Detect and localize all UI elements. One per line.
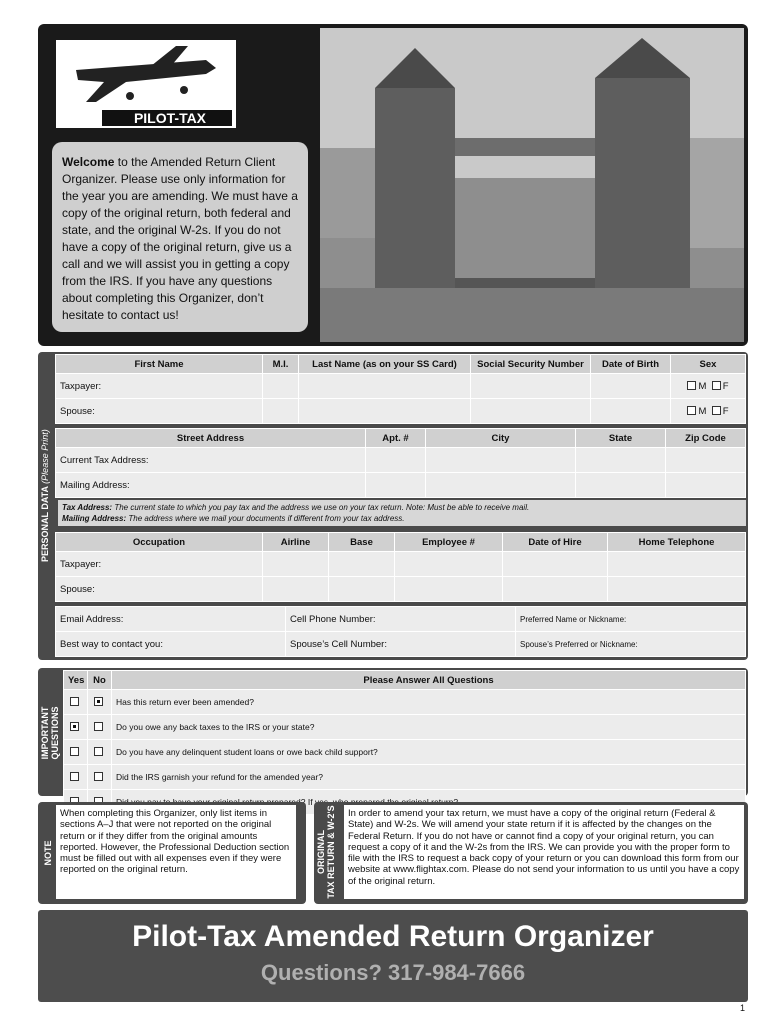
tower-bridge-photo xyxy=(320,28,744,342)
col-yes: Yes xyxy=(64,671,88,690)
col-first-name: First Name xyxy=(56,355,263,374)
mailing-state-field[interactable] xyxy=(576,473,666,498)
table-row xyxy=(64,740,746,765)
tax-address-note xyxy=(62,502,742,513)
sex-f-checkbox[interactable] xyxy=(712,406,721,415)
col-last-name: Last Name (as on your SS Card) xyxy=(299,355,471,374)
footer-banner xyxy=(38,910,748,1002)
yes-checkbox[interactable] xyxy=(70,697,79,706)
original-label-2: TAX RETURN & W-2'S xyxy=(326,805,336,899)
table-row xyxy=(64,715,746,740)
question-text: Do you owe any back taxes to the IRS or your state? xyxy=(112,715,746,740)
current-state-field[interactable] xyxy=(576,448,666,473)
contact-label: Best way to contact you: xyxy=(60,638,163,650)
cell-phone-field[interactable] xyxy=(286,607,516,632)
question-text: Do you have any delinquent student loans or owe back child support? xyxy=(112,740,746,765)
sex-m-checkbox[interactable] xyxy=(687,406,696,415)
yes-cell xyxy=(64,765,88,790)
welcome-text: to the Amended Return Client Organizer. Please use only information for the year you are amending. We must have a copy of the original return, both federal and state, and the original W-2s. If you do not have a copy of the original return, give us a call and we will assist you in getting a copy from the IRS. If you have any questions about completing this Organizer, don’t hesitate to contact us! xyxy=(62,155,298,322)
current-zip-field[interactable] xyxy=(666,448,746,473)
question-text: Has this return ever been amended? xyxy=(112,690,746,715)
preferred-name-field[interactable] xyxy=(516,607,746,632)
spouse-hire-date-field[interactable] xyxy=(503,577,608,602)
contact-method-field[interactable] xyxy=(56,632,286,657)
table-row xyxy=(56,448,746,473)
question-text: If xyxy=(112,790,746,815)
table-row xyxy=(56,552,746,577)
questions-title: Please Answer All Questions xyxy=(112,671,746,690)
note-text: When completing this Organizer, only list items in sections A–J that were not reported on the original return or if they differ from the original amounts reported. However, the Professional Deduction section must be filled out with all expenses even if they were reported on the original return. xyxy=(56,805,296,899)
tax-address-label: Tax Address: xyxy=(62,503,113,512)
col-airline: Airline xyxy=(263,533,329,552)
row-label: Taxpayer: xyxy=(60,558,102,570)
page-number: 1 xyxy=(740,1003,746,1013)
row-label: Taxpayer: xyxy=(60,380,102,392)
mailing-street-field[interactable] xyxy=(56,473,366,498)
welcome-panel xyxy=(52,142,308,332)
current-street-field[interactable] xyxy=(56,448,366,473)
taxpayer-hire-date-field[interactable] xyxy=(503,552,608,577)
address-table xyxy=(55,428,746,498)
sex-m-label: M xyxy=(698,380,707,392)
original-label xyxy=(316,802,336,902)
col-employee: Employee # xyxy=(395,533,503,552)
sex-m-checkbox[interactable] xyxy=(687,381,696,390)
taxpayer-employee-field[interactable] xyxy=(395,552,503,577)
yes-checkbox[interactable] xyxy=(70,747,79,756)
table-row xyxy=(64,690,746,715)
occupation-table xyxy=(55,532,746,602)
taxpayer-first-name-field[interactable] xyxy=(56,374,263,399)
sex-f-checkbox[interactable] xyxy=(712,381,721,390)
tax-address-note-text: The current state to which you pay tax and the address we use on your tax return. Note: Must be able to receive mail. xyxy=(112,503,530,512)
mailing-city-field[interactable] xyxy=(426,473,576,498)
col-sex: Sex xyxy=(671,355,746,374)
yes-checkbox[interactable] xyxy=(70,772,79,781)
spouse-dob-field[interactable] xyxy=(591,399,671,424)
col-date-of-hire: Date of Hire xyxy=(503,533,608,552)
col-city: City xyxy=(426,429,576,448)
mailing-address-note-text: The address where we mail your documents if different from your tax address. xyxy=(126,514,405,523)
col-base: Base xyxy=(329,533,395,552)
col-occupation: Occupation xyxy=(56,533,263,552)
spouse-cell-field[interactable] xyxy=(286,632,516,657)
col-home-telephone: Home Telephone xyxy=(608,533,746,552)
note-label: NOTE xyxy=(43,840,53,866)
taxpayer-dob-field[interactable] xyxy=(591,374,671,399)
col-dob: Date of Birth xyxy=(591,355,671,374)
row-label: Spouse: xyxy=(60,405,95,417)
yes-checkbox[interactable] xyxy=(70,722,79,731)
original-return-section xyxy=(314,802,748,904)
mailing-zip-field[interactable] xyxy=(666,473,746,498)
spouse-occupation-field[interactable] xyxy=(56,577,263,602)
sex-f-label: F xyxy=(722,380,729,392)
table-row xyxy=(56,607,746,632)
current-apt-field[interactable] xyxy=(366,448,426,473)
spouse-base-field[interactable] xyxy=(329,577,395,602)
sex-f-label: F xyxy=(722,405,729,417)
no-cell xyxy=(88,690,112,715)
table-row xyxy=(56,399,746,424)
original-label-1: ORIGINAL xyxy=(316,830,326,874)
table-row xyxy=(64,765,746,790)
cell-label: Cell Phone Number: xyxy=(290,613,376,625)
col-no: No xyxy=(88,671,112,690)
taxpayer-occupation-field[interactable] xyxy=(56,552,263,577)
question-text: Did the IRS garnish your refund for the amended year? xyxy=(112,765,746,790)
spouse-home-phone-field[interactable] xyxy=(608,577,746,602)
taxpayer-home-phone-field[interactable] xyxy=(608,552,746,577)
table-row xyxy=(56,577,746,602)
col-zip: Zip Code xyxy=(666,429,746,448)
col-state: State xyxy=(576,429,666,448)
yes-cell xyxy=(64,690,88,715)
taxpayer-ssn-field[interactable] xyxy=(471,374,591,399)
questions-label-2: QUESTIONS xyxy=(50,706,60,760)
mailing-apt-field[interactable] xyxy=(366,473,426,498)
taxpayer-last-name-field[interactable] xyxy=(299,374,471,399)
footer-title: Pilot-Tax Amended Return Organizer xyxy=(132,920,654,953)
no-checkbox[interactable] xyxy=(94,697,103,706)
spouse-mi-field[interactable] xyxy=(263,399,299,424)
no-cell xyxy=(88,765,112,790)
row-label: Current Tax Address: xyxy=(60,454,149,466)
taxpayer-sex-field xyxy=(671,374,746,399)
col-apt: Apt. # xyxy=(366,429,426,448)
spouse-sex-field xyxy=(671,399,746,424)
questions-table xyxy=(63,670,746,815)
spouse-employee-field[interactable] xyxy=(395,577,503,602)
no-checkbox[interactable] xyxy=(94,747,103,756)
col-ssn: Social Security Number xyxy=(471,355,591,374)
pilot-tax-logo xyxy=(56,40,236,128)
sex-m-label: M xyxy=(698,405,707,417)
name-table xyxy=(55,354,746,424)
welcome-bold: Welcome xyxy=(62,155,115,169)
no-cell xyxy=(88,740,112,765)
personal-data-label xyxy=(40,429,50,562)
taxpayer-airline-field[interactable] xyxy=(263,552,329,577)
preferred-label: Preferred Name or Nickname: xyxy=(520,614,627,624)
spouse-last-name-field[interactable] xyxy=(299,399,471,424)
spouse-airline-field[interactable] xyxy=(263,577,329,602)
spouse-ssn-field[interactable] xyxy=(471,399,591,424)
footer-phone: Questions? 317-984-7666 xyxy=(260,960,526,985)
spouse-preferred-label: Spouse’s Preferred or Nickname: xyxy=(520,639,638,649)
row-label: Spouse: xyxy=(60,583,95,595)
yes-cell xyxy=(64,740,88,765)
questions-label-1: IMPORTANT xyxy=(40,706,50,760)
table-row xyxy=(56,473,746,498)
table-row xyxy=(56,374,746,399)
no-checkbox[interactable] xyxy=(94,722,103,731)
taxpayer-base-field[interactable] xyxy=(329,552,395,577)
no-cell xyxy=(88,715,112,740)
yes-cell xyxy=(64,715,88,740)
original-text: In order to amend your tax return, we must have a copy of the original return (Federal & State) and W-2s. We will amend your state return if it is affected by the changes on the Federal Return. If you do not have or cannot find a copy of your original return, you can request a copy of it and the W-2s from the IRS. We can provide you with the proper form to file with the IRS to request a back copy of your return or you can download this form from our website at www.flightax.com. Please do not send your information to us until you have a copy of the original return. xyxy=(344,805,744,899)
logo-text: PILOT-TAX xyxy=(133,110,207,126)
email-label: Email Address: xyxy=(60,613,124,625)
email-field[interactable] xyxy=(56,607,286,632)
row-label: Mailing Address: xyxy=(60,479,130,491)
current-city-field[interactable] xyxy=(426,448,576,473)
note-section xyxy=(38,802,306,904)
address-notes xyxy=(58,500,746,526)
spouse-first-name-field[interactable] xyxy=(56,399,263,424)
col-mi: M.I. xyxy=(263,355,299,374)
mailing-address-note xyxy=(62,513,742,524)
col-street: Street Address xyxy=(56,429,366,448)
spouse-preferred-field[interactable] xyxy=(516,632,746,657)
table-row xyxy=(56,632,746,657)
questions-label xyxy=(40,693,60,773)
mailing-address-label: Mailing Address: xyxy=(62,514,127,523)
no-checkbox[interactable] xyxy=(94,772,103,781)
taxpayer-mi-field[interactable] xyxy=(263,374,299,399)
personal-data-title: PERSONAL DATA xyxy=(40,486,50,562)
personal-data-note: (Please Print) xyxy=(40,429,50,484)
contact-table xyxy=(55,606,746,657)
spouse-cell-label: Spouse’s Cell Number: xyxy=(290,638,387,650)
